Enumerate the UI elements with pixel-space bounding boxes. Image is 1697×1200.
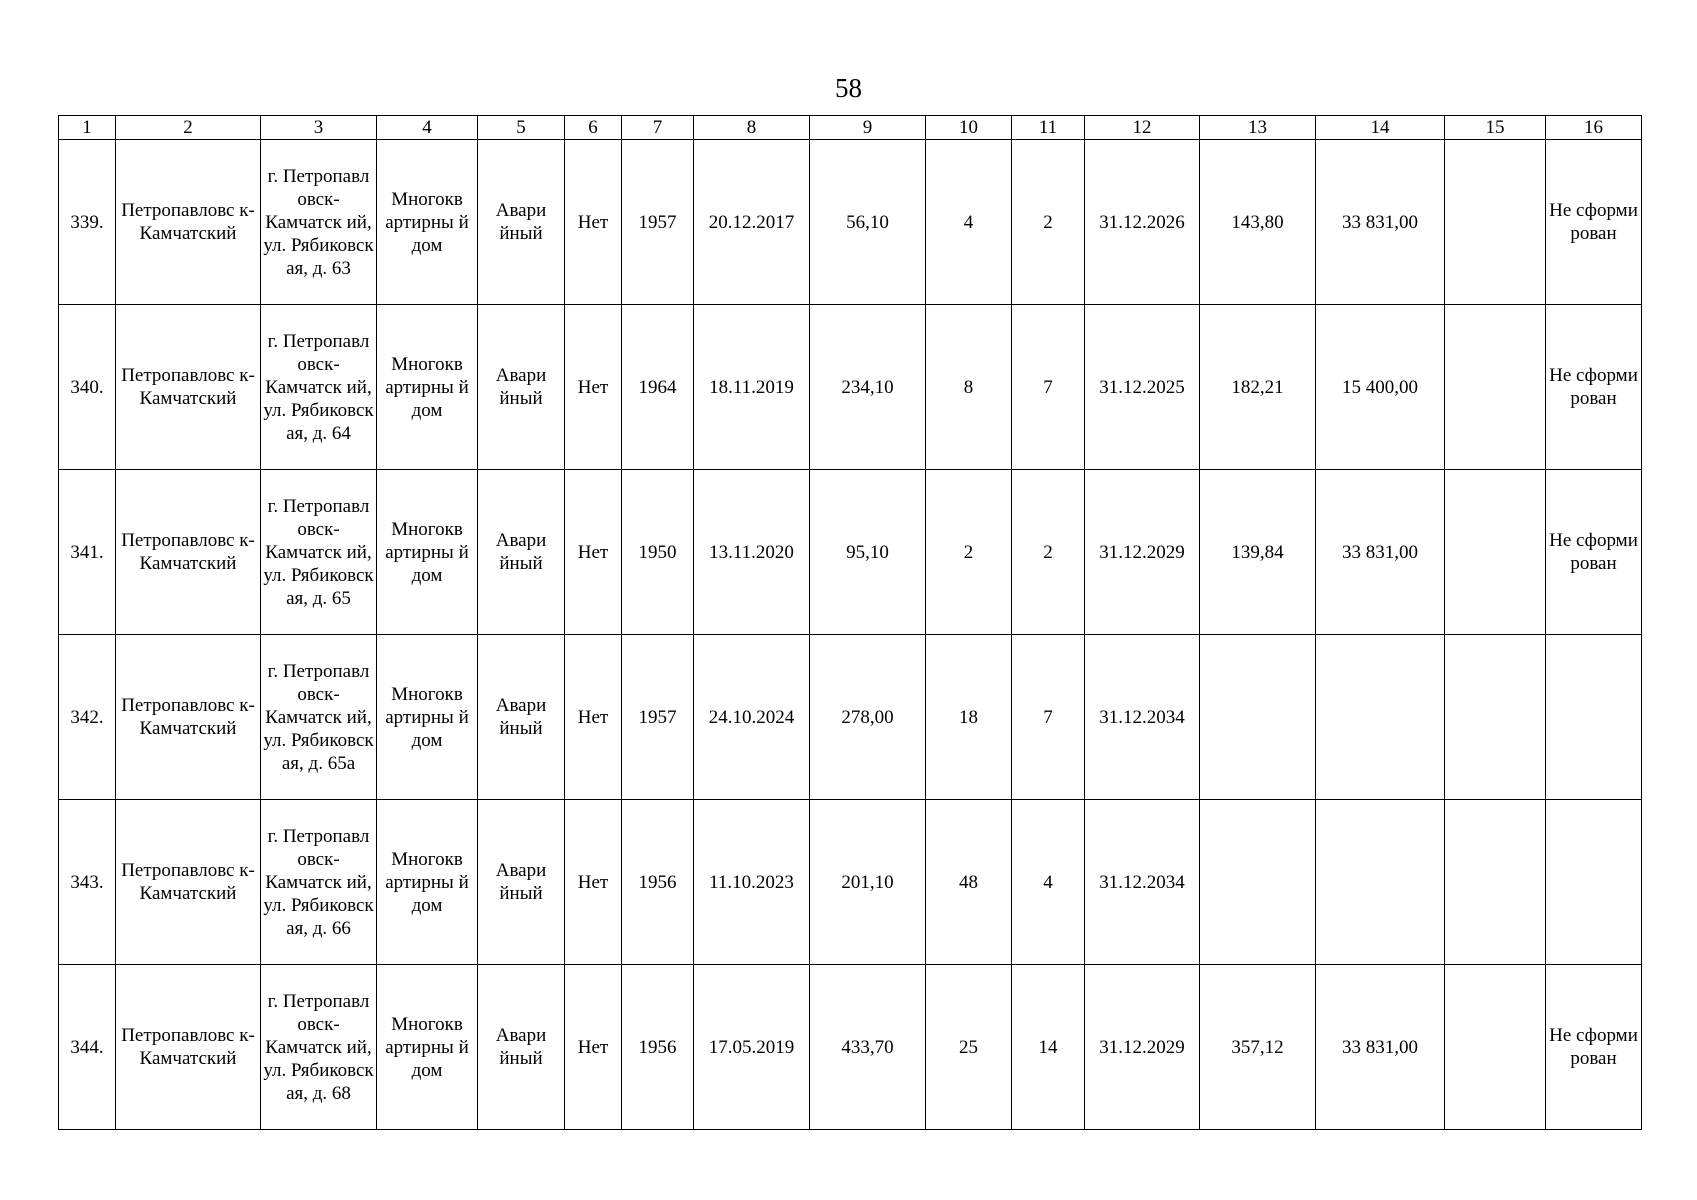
status-cell: Авари йный [478,965,565,1130]
deadline-cell: 31.12.2029 [1085,965,1200,1130]
address-cell: г. Петропавл овск-Камчатск ий, ул. Рябиковск ая, д. 68 [261,965,377,1130]
municipality-cell: Петропавловс к-Камчатский [116,140,261,305]
premises-cell: 2 [1012,140,1085,305]
flag-cell: Нет [565,635,622,800]
year-cell: 1964 [622,305,694,470]
area-secondary-cell: 139,84 [1200,470,1316,635]
column-15-cell [1445,305,1546,470]
recognition-date-cell: 11.10.2023 [694,800,810,965]
area-secondary-cell [1200,635,1316,800]
column-header: 2 [116,116,261,140]
row-number-cell: 343. [59,800,116,965]
flag-cell: Нет [565,305,622,470]
recognition-date-cell: 24.10.2024 [694,635,810,800]
flag-cell: Нет [565,800,622,965]
building-type-cell: Многокв артирны й дом [377,635,478,800]
column-15-cell [1445,800,1546,965]
table-row [59,305,1642,470]
residents-cell: 25 [926,965,1012,1130]
table-row [59,140,1642,305]
column-header: 14 [1316,116,1445,140]
address-cell: г. Петропавл овск-Камчатск ий, ул. Рябиковск ая, д. 66 [261,800,377,965]
column-header: 10 [926,116,1012,140]
cost-cell: 15 400,00 [1316,305,1445,470]
column-header: 7 [622,116,694,140]
municipality-cell: Петропавловс к-Камчатский [116,635,261,800]
flag-cell: Нет [565,140,622,305]
cost-cell [1316,800,1445,965]
year-cell: 1957 [622,635,694,800]
area-cell: 234,10 [810,305,926,470]
status-cell: Авари йный [478,140,565,305]
column-header: 9 [810,116,926,140]
registry-table [58,115,1642,1130]
column-15-cell [1445,965,1546,1130]
page-number: 58 [835,73,862,103]
status-cell: Авари йный [478,305,565,470]
area-cell: 56,10 [810,140,926,305]
cost-cell: 33 831,00 [1316,470,1445,635]
row-number-cell: 341. [59,470,116,635]
deadline-cell: 31.12.2034 [1085,635,1200,800]
row-number-cell: 344. [59,965,116,1130]
deadline-cell: 31.12.2029 [1085,470,1200,635]
residents-cell: 18 [926,635,1012,800]
column-header: 12 [1085,116,1200,140]
column-header: 4 [377,116,478,140]
column-16-cell [1546,635,1642,800]
column-16-cell: Не сформи рован [1546,305,1642,470]
municipality-cell: Петропавловс к-Камчатский [116,470,261,635]
recognition-date-cell: 20.12.2017 [694,140,810,305]
cost-cell: 33 831,00 [1316,140,1445,305]
premises-cell: 7 [1012,635,1085,800]
table-body [59,140,1642,1130]
column-16-cell: Не сформи рован [1546,140,1642,305]
column-number-row [59,116,1642,140]
municipality-cell: Петропавловс к-Камчатский [116,800,261,965]
area-secondary-cell: 182,21 [1200,305,1316,470]
table-row [59,800,1642,965]
table-row [59,965,1642,1130]
building-type-cell: Многокв артирны й дом [377,305,478,470]
address-cell: г. Петропавл овск-Камчатск ий, ул. Рябиковск ая, д. 65 [261,470,377,635]
year-cell: 1957 [622,140,694,305]
column-16-cell [1546,800,1642,965]
column-15-cell [1445,140,1546,305]
residents-cell: 4 [926,140,1012,305]
column-header: 8 [694,116,810,140]
municipality-cell: Петропавловс к-Камчатский [116,965,261,1130]
year-cell: 1956 [622,800,694,965]
premises-cell: 2 [1012,470,1085,635]
year-cell: 1950 [622,470,694,635]
residents-cell: 2 [926,470,1012,635]
status-cell: Авари йный [478,800,565,965]
area-secondary-cell: 357,12 [1200,965,1316,1130]
column-header: 15 [1445,116,1546,140]
row-number-cell: 342. [59,635,116,800]
column-header: 1 [59,116,116,140]
building-type-cell: Многокв артирны й дом [377,965,478,1130]
status-cell: Авари йный [478,470,565,635]
building-type-cell: Многокв артирны й дом [377,800,478,965]
premises-cell: 14 [1012,965,1085,1130]
building-type-cell: Многокв артирны й дом [377,470,478,635]
row-number-cell: 340. [59,305,116,470]
recognition-date-cell: 17.05.2019 [694,965,810,1130]
cost-cell [1316,635,1445,800]
address-cell: г. Петропавл овск-Камчатск ий, ул. Рябиковск ая, д. 65а [261,635,377,800]
column-header: 6 [565,116,622,140]
flag-cell: Нет [565,965,622,1130]
premises-cell: 7 [1012,305,1085,470]
area-cell: 433,70 [810,965,926,1130]
area-secondary-cell: 143,80 [1200,140,1316,305]
row-number-cell: 339. [59,140,116,305]
area-cell: 95,10 [810,470,926,635]
residents-cell: 48 [926,800,1012,965]
recognition-date-cell: 13.11.2020 [694,470,810,635]
address-cell: г. Петропавл овск-Камчатск ий, ул. Рябиковск ая, д. 63 [261,140,377,305]
recognition-date-cell: 18.11.2019 [694,305,810,470]
area-cell: 278,00 [810,635,926,800]
column-header: 11 [1012,116,1085,140]
column-header: 16 [1546,116,1642,140]
status-cell: Авари йный [478,635,565,800]
building-type-cell: Многокв артирны й дом [377,140,478,305]
flag-cell: Нет [565,470,622,635]
column-header: 5 [478,116,565,140]
address-cell: г. Петропавл овск-Камчатск ий, ул. Рябиковск ая, д. 64 [261,305,377,470]
column-header: 13 [1200,116,1316,140]
deadline-cell: 31.12.2034 [1085,800,1200,965]
column-16-cell: Не сформи рован [1546,965,1642,1130]
table-row [59,470,1642,635]
table-row [59,635,1642,800]
municipality-cell: Петропавловс к-Камчатский [116,305,261,470]
cost-cell: 33 831,00 [1316,965,1445,1130]
column-15-cell [1445,635,1546,800]
area-secondary-cell [1200,800,1316,965]
column-15-cell [1445,470,1546,635]
year-cell: 1956 [622,965,694,1130]
deadline-cell: 31.12.2026 [1085,140,1200,305]
residents-cell: 8 [926,305,1012,470]
deadline-cell: 31.12.2025 [1085,305,1200,470]
column-16-cell: Не сформи рован [1546,470,1642,635]
area-cell: 201,10 [810,800,926,965]
premises-cell: 4 [1012,800,1085,965]
column-header: 3 [261,116,377,140]
